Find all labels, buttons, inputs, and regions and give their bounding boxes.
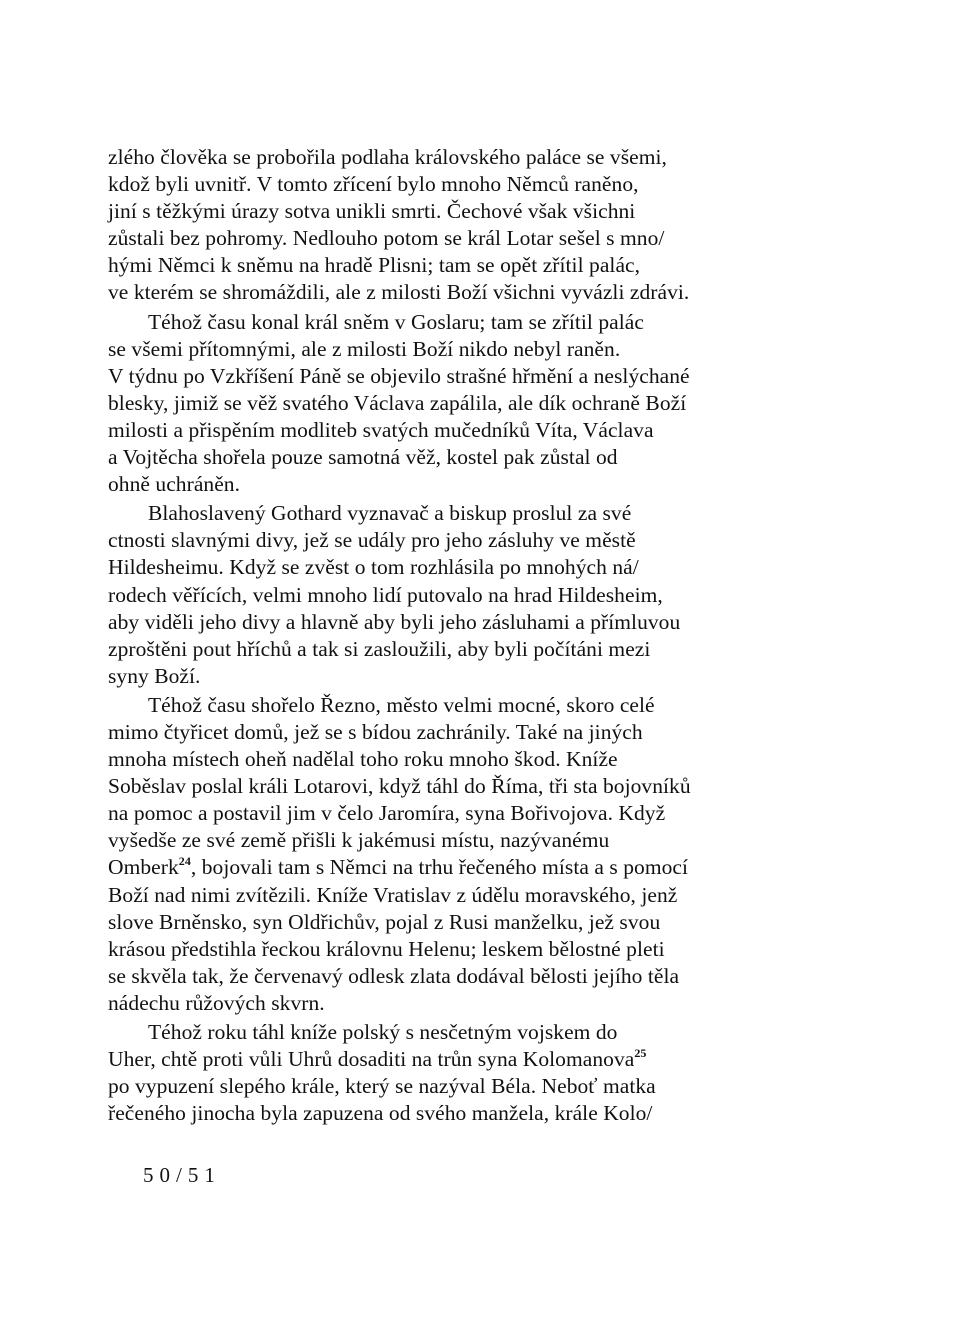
text-line: Hildesheimu. Když se zvěst o tom rozhlásila po mnohých ná/: [108, 555, 639, 580]
text-line: V týdnu po Vzkříšení Páně se objevilo strašné hřmění a neslýchané: [108, 363, 690, 388]
text-line: syny Boží.: [108, 663, 201, 688]
text-fragment: , bojovali tam s Němci na trhu řečeného místa a s pomocí: [190, 855, 689, 880]
text-line: mnoha místech oheň nadělal toho roku mnoho škod. Kníže: [108, 747, 618, 772]
text-line: zproštěni pout hříchů a tak si zasloužili, aby byli počítáni mezi: [108, 636, 651, 661]
text-line-with-footnote: [108, 1046, 808, 1073]
text-line: milosti a přispěním modliteb svatých mučedníků Víta, Václava: [108, 417, 654, 442]
text-line: hými Němci k sněmu na hradě Plisni; tam se opět zřítil palác,: [108, 253, 641, 278]
text-line: rodech věřících, velmi mnoho lidí putovalo na hrad Hildesheim,: [108, 582, 663, 607]
text-line: na pomoc a postavil jim v čelo Jaromíra, syna Bořivojova. Když: [108, 801, 666, 826]
text-line: zůstali bez pohromy. Nedlouho potom se král Lotar sešel s mno/: [108, 226, 665, 251]
text-line: po vypuzení slepého krále, který se nazýval Béla. Neboť matka: [108, 1074, 656, 1099]
body-text: [108, 144, 808, 1127]
text-line: kdož byli uvnitř. V tomto zřícení bylo mnoho Němců raněno,: [108, 172, 639, 197]
text-line: ohně uchráněn.: [108, 472, 241, 497]
text-line: zlého člověka se probořila podlaha královského paláce se všemi,: [108, 145, 667, 169]
text-line: mimo čtyřicet domů, jež se s bídou zachránily. Také na jiných: [108, 719, 643, 744]
text-line: a Vojtěcha shořela pouze samotná věž, kostel pak zůstal od: [108, 445, 618, 470]
text-line: se všemi přítomnými, ale z milosti Boží nikdo nebyl raněn.: [108, 336, 621, 361]
text-line: jiní s těžkými úrazy sotva unikli smrti. Čechové však všichni: [108, 199, 636, 224]
page-number: 50/51: [143, 1163, 221, 1187]
text-line: krásou předstihla řeckou královnu Helenu; leskem bělostné pleti: [108, 936, 665, 961]
text-line: se skvěla tak, že červenavý odlesk zlata dodával bělosti jejího těla: [108, 963, 680, 988]
text-line: aby viděli jeho divy a hlavně aby byli jeho zásluhami a přímluvou: [108, 609, 681, 634]
paragraph-start-line: Blahoslavený Gothard vyznavač a biskup proslul za své: [148, 501, 632, 526]
text-line: vyšedše ze své země přišli k jakémusi místu, nazývanému: [108, 828, 610, 853]
text-fragment: Omberk: [108, 855, 179, 880]
text-fragment: Uher, chtě proti vůli Uhrů dosaditi na trůn syna Kolomanova: [108, 1047, 635, 1072]
paragraph-start-line: Téhož času konal král sněm v Goslaru; tam se zřítil palác: [148, 309, 644, 334]
text-line-with-footnote: [108, 854, 808, 881]
paragraph-start-line: Téhož roku táhl kníže polský s nesčetným vojskem do: [148, 1020, 618, 1044]
text-line: Soběslav poslal králi Lotarovi, když táhl do Říma, tři sta bojovníků: [108, 774, 691, 799]
text-line: nádechu růžových skvrn.: [108, 990, 325, 1015]
footnote-marker: 25: [634, 1046, 647, 1061]
text-line: blesky, jimiž se věž svatého Václava zapálila, ale dík ochraně Boží: [108, 390, 687, 415]
text-line: slove Brněnsko, syn Oldřichův, pojal z Rusi manželku, jež svou: [108, 909, 661, 934]
text-line: řečeného jinocha byla zapuzena od svého manžela, krále Kolo/: [108, 1101, 653, 1126]
text-line: ve kterém se shromáždili, ale z milosti Boží všichni vyvázli zdrávi.: [108, 280, 690, 305]
footnote-marker: 24: [178, 854, 191, 869]
paragraph-start-line: Téhož času shořelo Řezno, město velmi mocné, skoro celé: [148, 692, 655, 717]
text-line: Boží nad nimi zvítězili. Kníže Vratislav z údělu moravského, jenž: [108, 882, 678, 907]
text-line: ctnosti slavnými divy, jež se udály pro jeho zásluhy ve městě: [108, 528, 636, 553]
